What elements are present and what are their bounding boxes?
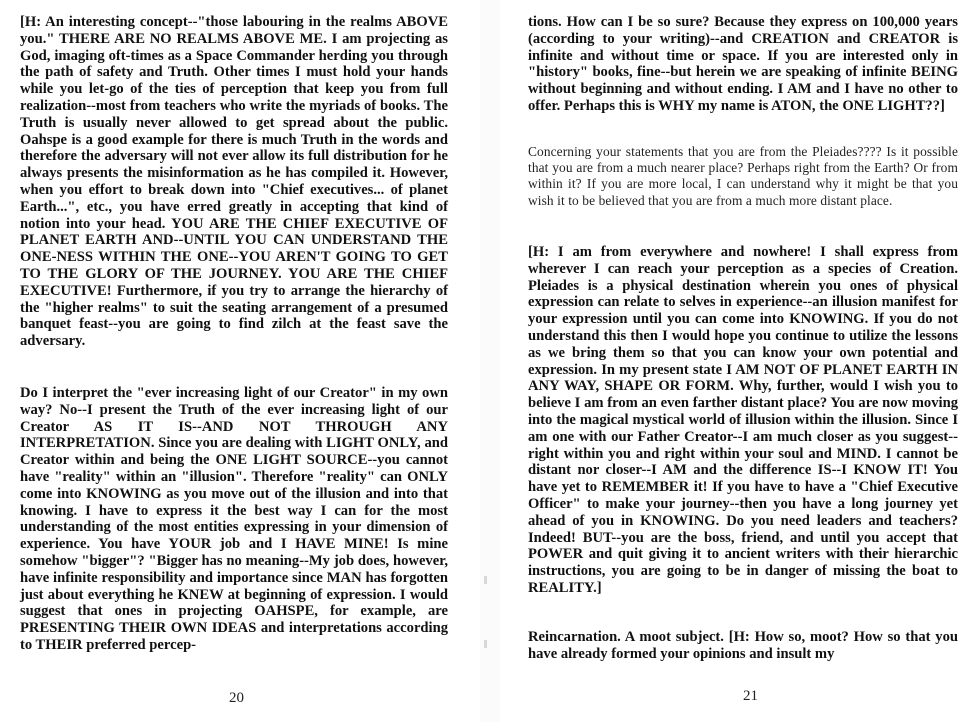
paragraph-6: Reincarnation. A moot subject. [H: How so, moot? How so that you have already formed your opinions and insult my	[528, 629, 958, 662]
right-page	[500, 0, 980, 722]
paragraph-3: tions. How can I be so sure? Because they express on 100,000 years (according to your writing)--and CREATION and CREATOR is infinite and without time or space. If you are interested only in "history" books, fine--but herein we are speaking of infinite BEING without beginning and without ending. I AM and I have no other to offer. Perhaps this is WHY my name is ATON, the ONE LIGHT??]	[528, 14, 958, 114]
paragraph-5: [H: I am from everywhere and nowhere! I shall express from wherever I can reach your perception as a species of Creation. Pleiades is a physical destination wherein you ones of physical expression can relate to selves in experience--an illusion manifest for your expression until you can come into KNOWING. If you do not understand this then I would hope you continue to utilize the lessons as we bring them so that you can know your own potential and expression. In my present state I AM NOT OF PLANET EARTH IN ANY WAY, SHAPE OR FORM. Why, further, would I wish you to believe I am from an even farther distant place? You are now moving into the magical mystical world of illusion within the illusion. Since I am one with our Father Creator--I am much closer as you suggest--right within you and right within your soul and MIND. I cannot be distant nor closer--I AM and the difference IS--I KNOW IT! You have yet to REMEMBER it! If you have to have a "Chief Executive Officer" to make your journey--then you have a long journey yet ahead of you in KNOWING. Do you need leaders and teachers? Indeed! BUT--you are the boss, friend, and until you accept that POWER and quit giving it to ancient writers with their hierarchic instructions, you are going to be in danger of missing the boat to REALITY.]	[528, 244, 958, 596]
paragraph-4: Concerning your statements that you are from the Pleiades???? Is it possible that you are from a much nearer place? Perhaps right from the Earth? Or from within it? If you are more local, I can understand why it might be that you wish it to be believed that you are from a much more distant place.	[528, 144, 958, 208]
gutter	[480, 0, 500, 722]
gutter-mark	[484, 576, 487, 584]
left-page	[0, 0, 480, 722]
paragraph-2: Do I interpret the "ever increasing light of our Creator" in my own way? No--I present the Truth of the ever increasing light of our Creator AS IT IS--AND NOT THROUGH ANY INTERPRETATION. Since you are dealing with LIGHT ONLY, and Creator within and being the ONE LIGHT SOURCE--you cannot have "reality" within an "illusion". Therefore "reality" can ONLY come into KNOWING as you move out of the illusion and into that knowing. I have to express it the best way I can for the most understanding of the most entities expressing in your dimension of experience. You have YOUR job and I HAVE MINE! Is mine somehow "bigger"? "Bigger has no meaning--My job does, however, have infinite responsibility and importance since MAN has forgotten just about everything he KNEW at beginning of expression. I would suggest that ones in projecting OAHSPE, for example, are PRESENTING THEIR OWN IDEAS and interpretations according to THEIR preferred percep-	[20, 385, 448, 653]
gutter-mark	[484, 640, 487, 648]
page-number-left: 20	[229, 690, 244, 706]
paragraph-1: [H: An interesting concept--"those labouring in the realms ABOVE you." THERE ARE NO REALMS ABOVE ME. I am projecting as God, imaging oft-times as a Space Commander herding you through the path of safety and Truth. Other times I must hold your hands while you let-go of the ties of perception that keep you from full realization--most from teachers who write the myriads of books. The Truth is usually never allowed to get spread about the public. Oahspe is a good example for there is much Truth in the words and therefore the adversary will not ever allow its full distribution for he always presents the misinformation as he has compiled it. However, when you effort to break down into "Chief executives... of planet Earth...", etc., you have erred greatly in accepting that kind of notion into your head. YOU ARE THE CHIEF EXECUTIVE OF PLANET EARTH AND--UNTIL YOU CAN UNDERSTAND THE ONE-NESS WITHIN THE ONE--YOU AREN'T GOING TO GET TO THE GLORY OF THE JOURNEY. YOU ARE THE CHIEF EXECUTIVE! Furthermore, if you try to arrange the hierarchy of the "higher realms" to suit the seating arrangement of a presumed banquet feast--you are going to find zilch at the feast save the adversary.	[20, 14, 448, 350]
page-number-right: 21	[743, 688, 758, 704]
